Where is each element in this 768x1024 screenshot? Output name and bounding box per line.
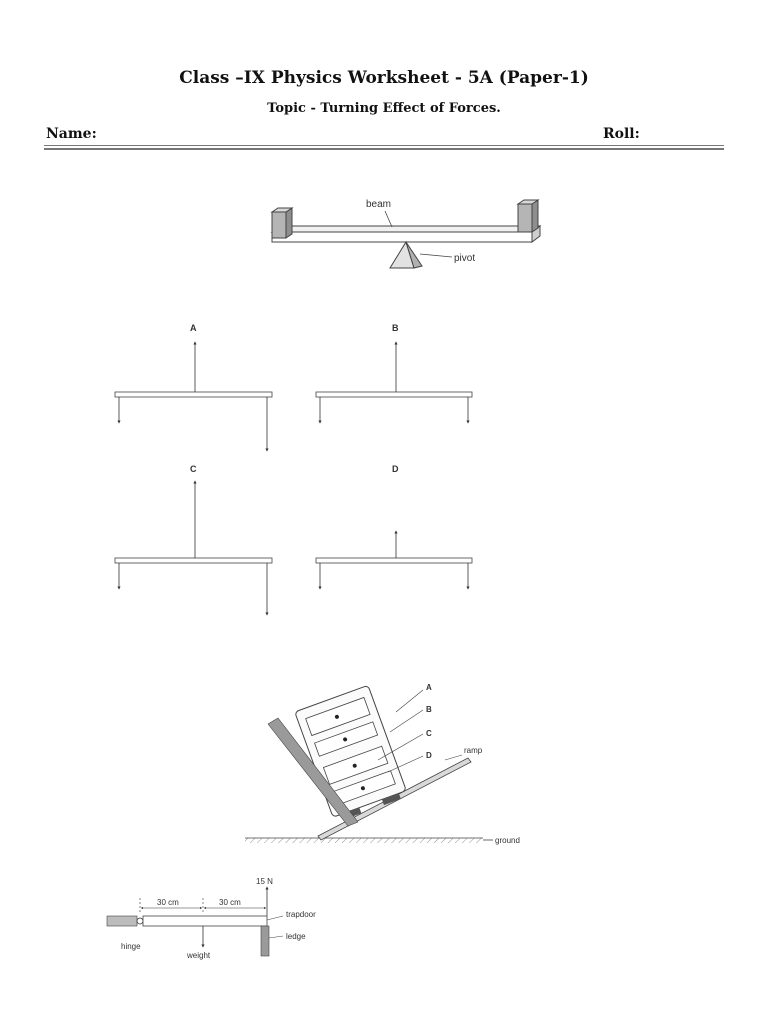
beam-pivot-figure [260,190,550,280]
bus-label-b: B [426,705,432,714]
diagram-label-a: A [190,323,197,333]
ground-label: ground [495,836,520,845]
hinge [137,918,143,924]
trapdoor-figure [105,872,365,972]
ramp-label: ramp [464,746,483,755]
worksheet-title: Class –IX Physics Worksheet - 5A (Paper-1) [179,68,589,88]
bus-ramp-figure [240,676,540,856]
bus-label-c: C [426,729,432,738]
header-rule-bottom [44,148,724,150]
force-diagram-a [115,323,272,450]
left-block [272,208,292,238]
rod [316,558,472,563]
distance-label-1: 30 cm [157,898,179,907]
ledge-label: ledge [286,932,306,941]
roll-label: Roll: [603,126,640,142]
beam-label: beam [366,199,392,210]
wall-stub [107,916,137,926]
beam [272,226,540,242]
ledge [261,926,269,956]
hinge-label: hinge [121,942,141,951]
bus-label-d: D [426,751,432,760]
rod [115,392,272,397]
trapdoor-label: trapdoor [286,910,316,919]
rod [316,392,472,397]
right-block [518,200,538,232]
pivot-wedge [390,242,422,268]
trapdoor [143,916,267,926]
diagram-label-d: D [392,464,399,474]
distance-label-2: 30 cm [219,898,241,907]
force-diagram-b [316,323,472,422]
worksheet-topic: Topic - Turning Effect of Forces. [267,101,501,116]
pivot-label: pivot [454,253,476,264]
weight-label: weight [187,951,211,960]
force-label: 15 N [256,877,273,886]
name-label: Name: [46,126,97,142]
ground [245,838,483,843]
rod [115,558,272,563]
diagram-label-b: B [392,323,399,333]
bus [295,685,409,823]
force-diagram-d [316,464,472,588]
bus-label-a: A [426,683,432,692]
force-diagrams-figure [100,318,500,618]
force-diagram-c [115,464,272,614]
header-rule-top [44,145,724,146]
diagram-label-c: C [190,464,197,474]
